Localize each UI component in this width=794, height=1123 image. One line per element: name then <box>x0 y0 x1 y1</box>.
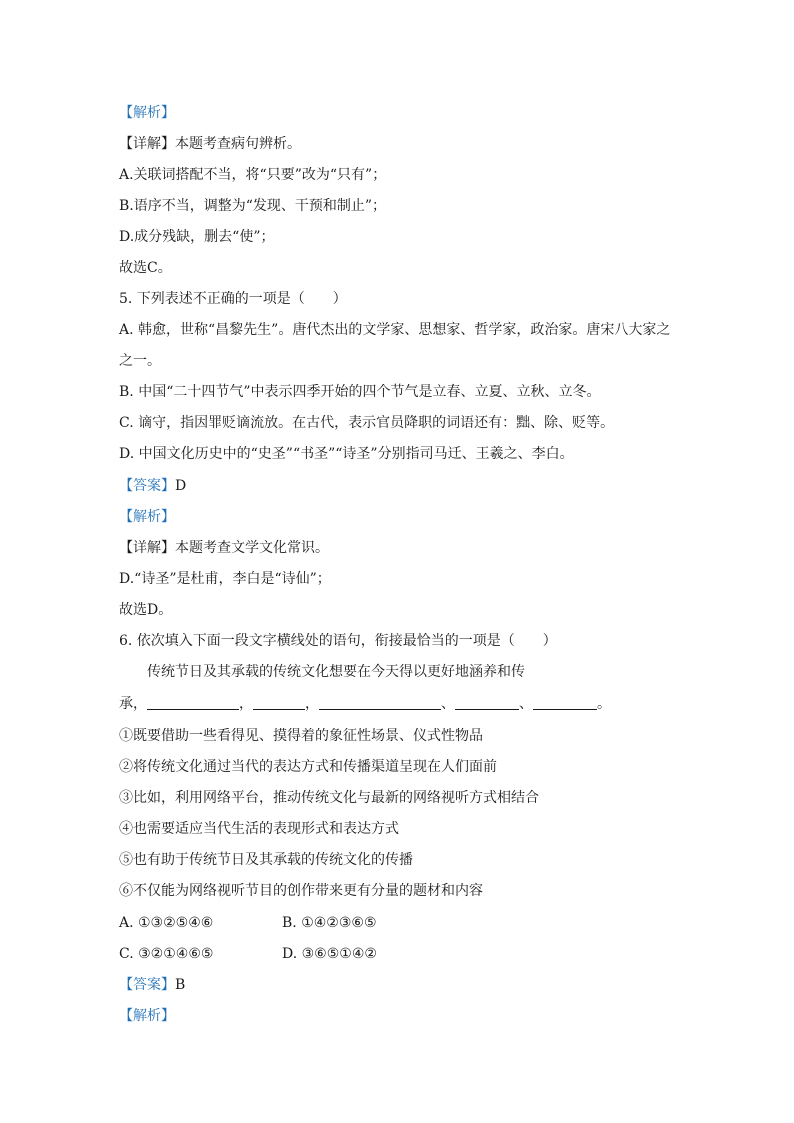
answer-tag: 【答案】 <box>119 478 175 494</box>
blank-line <box>455 695 519 710</box>
q6-options-row-1 <box>119 913 439 933</box>
question-5: 5. 下列表述不正确的一项是（ ） <box>119 291 347 307</box>
blank-line <box>253 695 305 710</box>
choice-conclusion: 故选C。 <box>119 260 172 276</box>
q6-passage: 传统节日及其承载的传统文化想要在今天得以更好地涵养和传 <box>147 664 525 680</box>
q5-option-a-cont: 之一。 <box>119 353 161 369</box>
choice-conclusion: 故选D。 <box>119 602 173 618</box>
sentence-4: ④也需要适应当代生活的表现形式和表达方式 <box>119 821 399 837</box>
sentence-2: ②将传统文化通过当代的表达方式和传播渠道呈现在人们面前 <box>119 759 497 775</box>
detail-line: 【详解】本题考查病句辨析。 <box>119 136 301 152</box>
analysis-heading: 【解析】 <box>119 1008 175 1024</box>
answer-5 <box>119 476 186 496</box>
q6-options-row-2 <box>119 944 439 964</box>
answer-tag: 【答案】 <box>119 977 175 993</box>
explanation-a: A.关联词搭配不当，将“只要”改为“只有”； <box>119 167 387 183</box>
q6-option-c: C. ③②①④⑥⑤ <box>119 946 214 962</box>
sentence-6: ⑥不仅能为网络视听节目的创作带来更有分量的题材和内容 <box>119 883 483 899</box>
q6-passage-blanks: 承， ， ， 、 、 。 <box>119 696 611 712</box>
sentence-5: ⑤也有助于传统节日及其承载的传统文化的传播 <box>119 852 413 868</box>
question-6: 6. 依次填入下面一段文字横线处的语句，衔接最恰当的一项是（ ） <box>119 633 557 649</box>
blank-line <box>533 695 597 710</box>
q6-option-a: A. ①③②⑤④⑥ <box>119 915 214 931</box>
sentence-3: ③比如，利用网络平台，推动传统文化与最新的网络视听方式相结合 <box>119 790 539 806</box>
sentence-1: ①既要借助一些看得见、摸得着的象征性场景、仪式性物品 <box>119 728 483 744</box>
detail-line: 【详解】本题考查文学文化常识。 <box>119 540 329 556</box>
answer-6 <box>119 975 185 995</box>
blank-line <box>319 695 441 710</box>
answer-value: B <box>175 977 186 993</box>
analysis-heading: 【解析】 <box>119 105 175 121</box>
q6-option-b: B. ①④②③⑥⑤ <box>282 915 377 931</box>
q5-option-d: D. 中国文化历史中的“史圣”“书圣”“诗圣”分别指司马迁、王羲之、李白。 <box>119 446 574 462</box>
q6-option-d: D. ③⑥⑤①④② <box>282 946 377 962</box>
answer-value: D <box>175 478 187 494</box>
q5-option-a: A. 韩愈，世称“昌黎先生”。唐代杰出的文学家、思想家、哲学家，政治家。唐宋八大家之 <box>119 322 671 338</box>
analysis-heading: 【解析】 <box>119 509 175 525</box>
q5-option-c: C. 谪守，指因罪贬谪流放。在古代，表示官员降职的词语还有：黜、除、贬等。 <box>119 415 615 431</box>
explanation-b: B.语序不当，调整为“发现、干预和制止”； <box>119 198 387 214</box>
explanation-d: D.“诗圣”是杜甫，李白是“诗仙”； <box>119 571 331 587</box>
q5-option-b: B. 中国“二十四节气”中表示四季开始的四个节气是立春、立夏、立秋、立冬。 <box>119 384 601 400</box>
blank-line <box>147 695 239 710</box>
explanation-d: D.成分残缺，删去“使”； <box>119 229 275 245</box>
